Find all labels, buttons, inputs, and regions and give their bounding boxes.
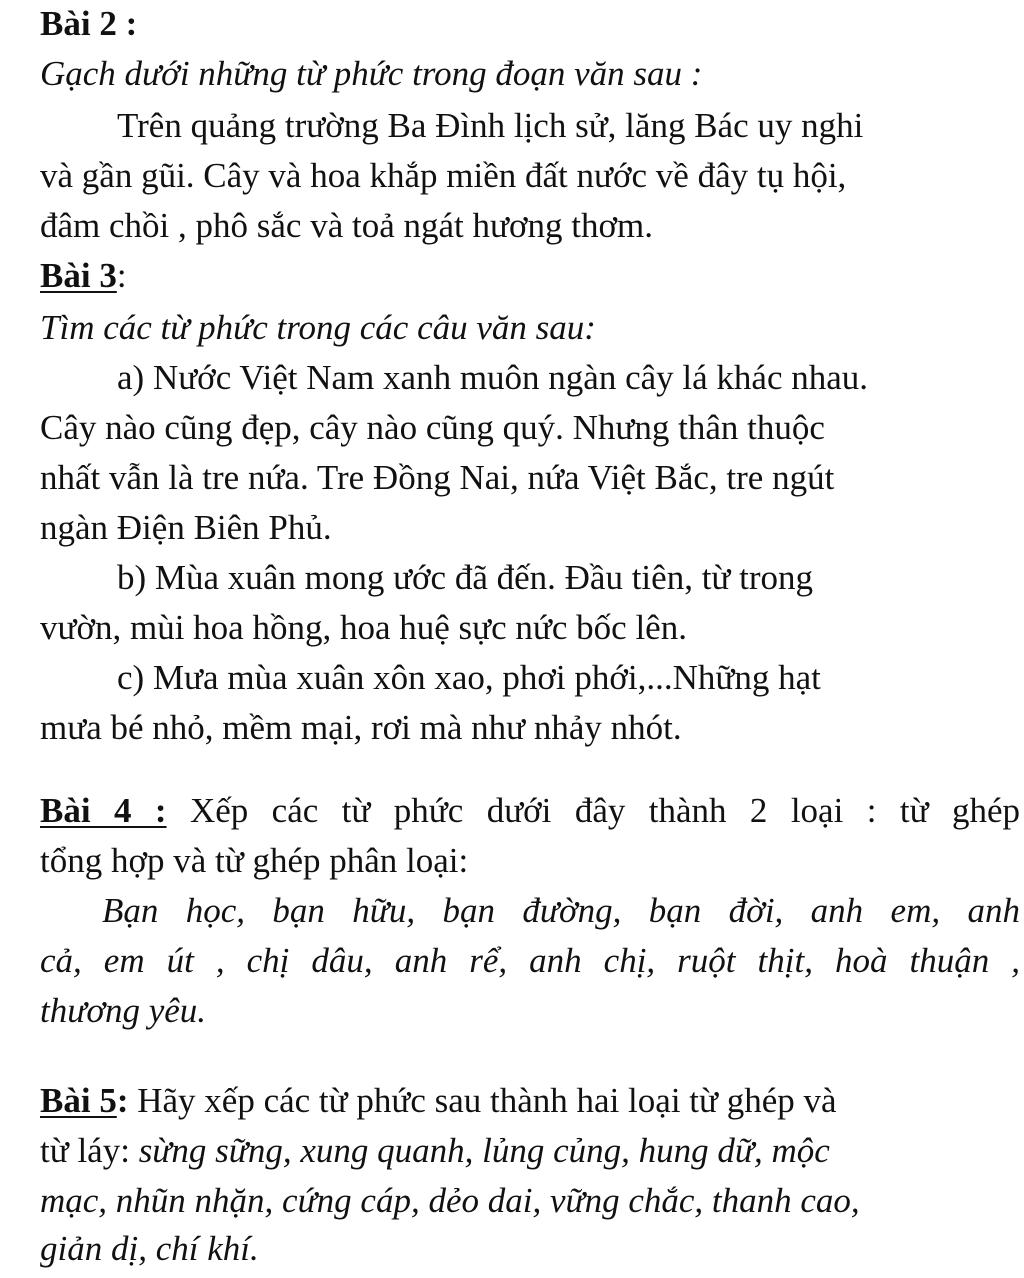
bai5-heading: Bài 5: [40, 1081, 117, 1120]
bai5-heading-colon: :: [116, 1081, 129, 1120]
bai4-instruction: Xếp các từ phức dưới đây thành 2 loại : từ ghép: [166, 791, 1020, 830]
bai5-heading-line: [40, 1080, 1020, 1122]
bai3-sentence-line: vườn, mùi hoa hồng, hoa huệ sực nức bốc lên.: [40, 608, 687, 647]
bai2-heading: Bài 2 :: [40, 4, 138, 43]
bai4-word-list-line: thương yêu.: [40, 991, 207, 1030]
bai3-sentence-line: c) Mưa mùa xuân xôn xao, phơi phới,...Những hạt: [117, 658, 821, 697]
bai2-instruction: Gạch dưới những từ phức trong đoạn văn sau :: [40, 54, 703, 93]
bai2-paragraph-line: đâm chồi , phô sắc và toả ngát hương thơm.: [40, 206, 653, 245]
bai3-sentence-line: ngàn Điện Biên Phủ.: [40, 508, 332, 547]
bai3-instruction: Tìm các từ phức trong các câu văn sau:: [40, 308, 596, 347]
bai3-sentence-line: mưa bé nhỏ, mềm mại, rơi mà như nhảy nhót.: [40, 708, 682, 747]
bai5-word-list-line: giản dị, chí khí.: [40, 1229, 259, 1268]
bai5-instruction: Hãy xếp các từ phức sau thành hai loại từ ghép và: [128, 1081, 837, 1120]
bai5-word-list-line: mạc, nhũn nhặn, cứng cáp, dẻo dai, vững chắc, thanh cao,: [40, 1181, 860, 1220]
bai2-paragraph-line: và gần gũi. Cây và hoa khắp miền đất nước về đây tụ hội,: [40, 156, 847, 195]
bai3-sentence-line: Cây nào cũng đẹp, cây nào cũng quý. Nhưng thân thuộc: [40, 408, 825, 447]
bai3-sentence-line: b) Mùa xuân mong ước đã đến. Đầu tiên, từ trong: [117, 558, 814, 597]
bai4-word-list-line: Bạn học, bạn hữu, bạn đường, bạn đời, anh em, anh: [102, 891, 1020, 930]
bai3-heading: Bài 3: [40, 256, 117, 295]
bai5-word-list-line: [40, 1130, 1020, 1172]
bai4-heading-line: [40, 790, 1020, 832]
bai4-instruction-line: tổng hợp và từ ghép phân loại:: [40, 841, 469, 880]
bai4-word-list-line: cả, em út , chị dâu, anh rể, anh chị, ruột thịt, hoà thuận ,: [40, 941, 1020, 980]
bai3-heading-colon: :: [116, 256, 127, 295]
bai5-instruction-tail: từ láy:: [40, 1131, 139, 1170]
bai4-heading: Bài 4 :: [40, 791, 167, 830]
bai5-word-list: sừng sững, xung quanh, lủng củng, hung dữ, mộc: [138, 1131, 830, 1170]
bai2-paragraph-line: Trên quảng trường Ba Đình lịch sử, lăng Bác uy nghi: [117, 106, 864, 145]
bai3-heading-line: [40, 255, 1020, 297]
bai3-sentence-line: nhất vẫn là tre nứa. Tre Đồng Nai, nứa Việt Bắc, tre ngút: [40, 458, 835, 497]
bai3-sentence-line: a) Nước Việt Nam xanh muôn ngàn cây lá khác nhau.: [117, 358, 869, 397]
